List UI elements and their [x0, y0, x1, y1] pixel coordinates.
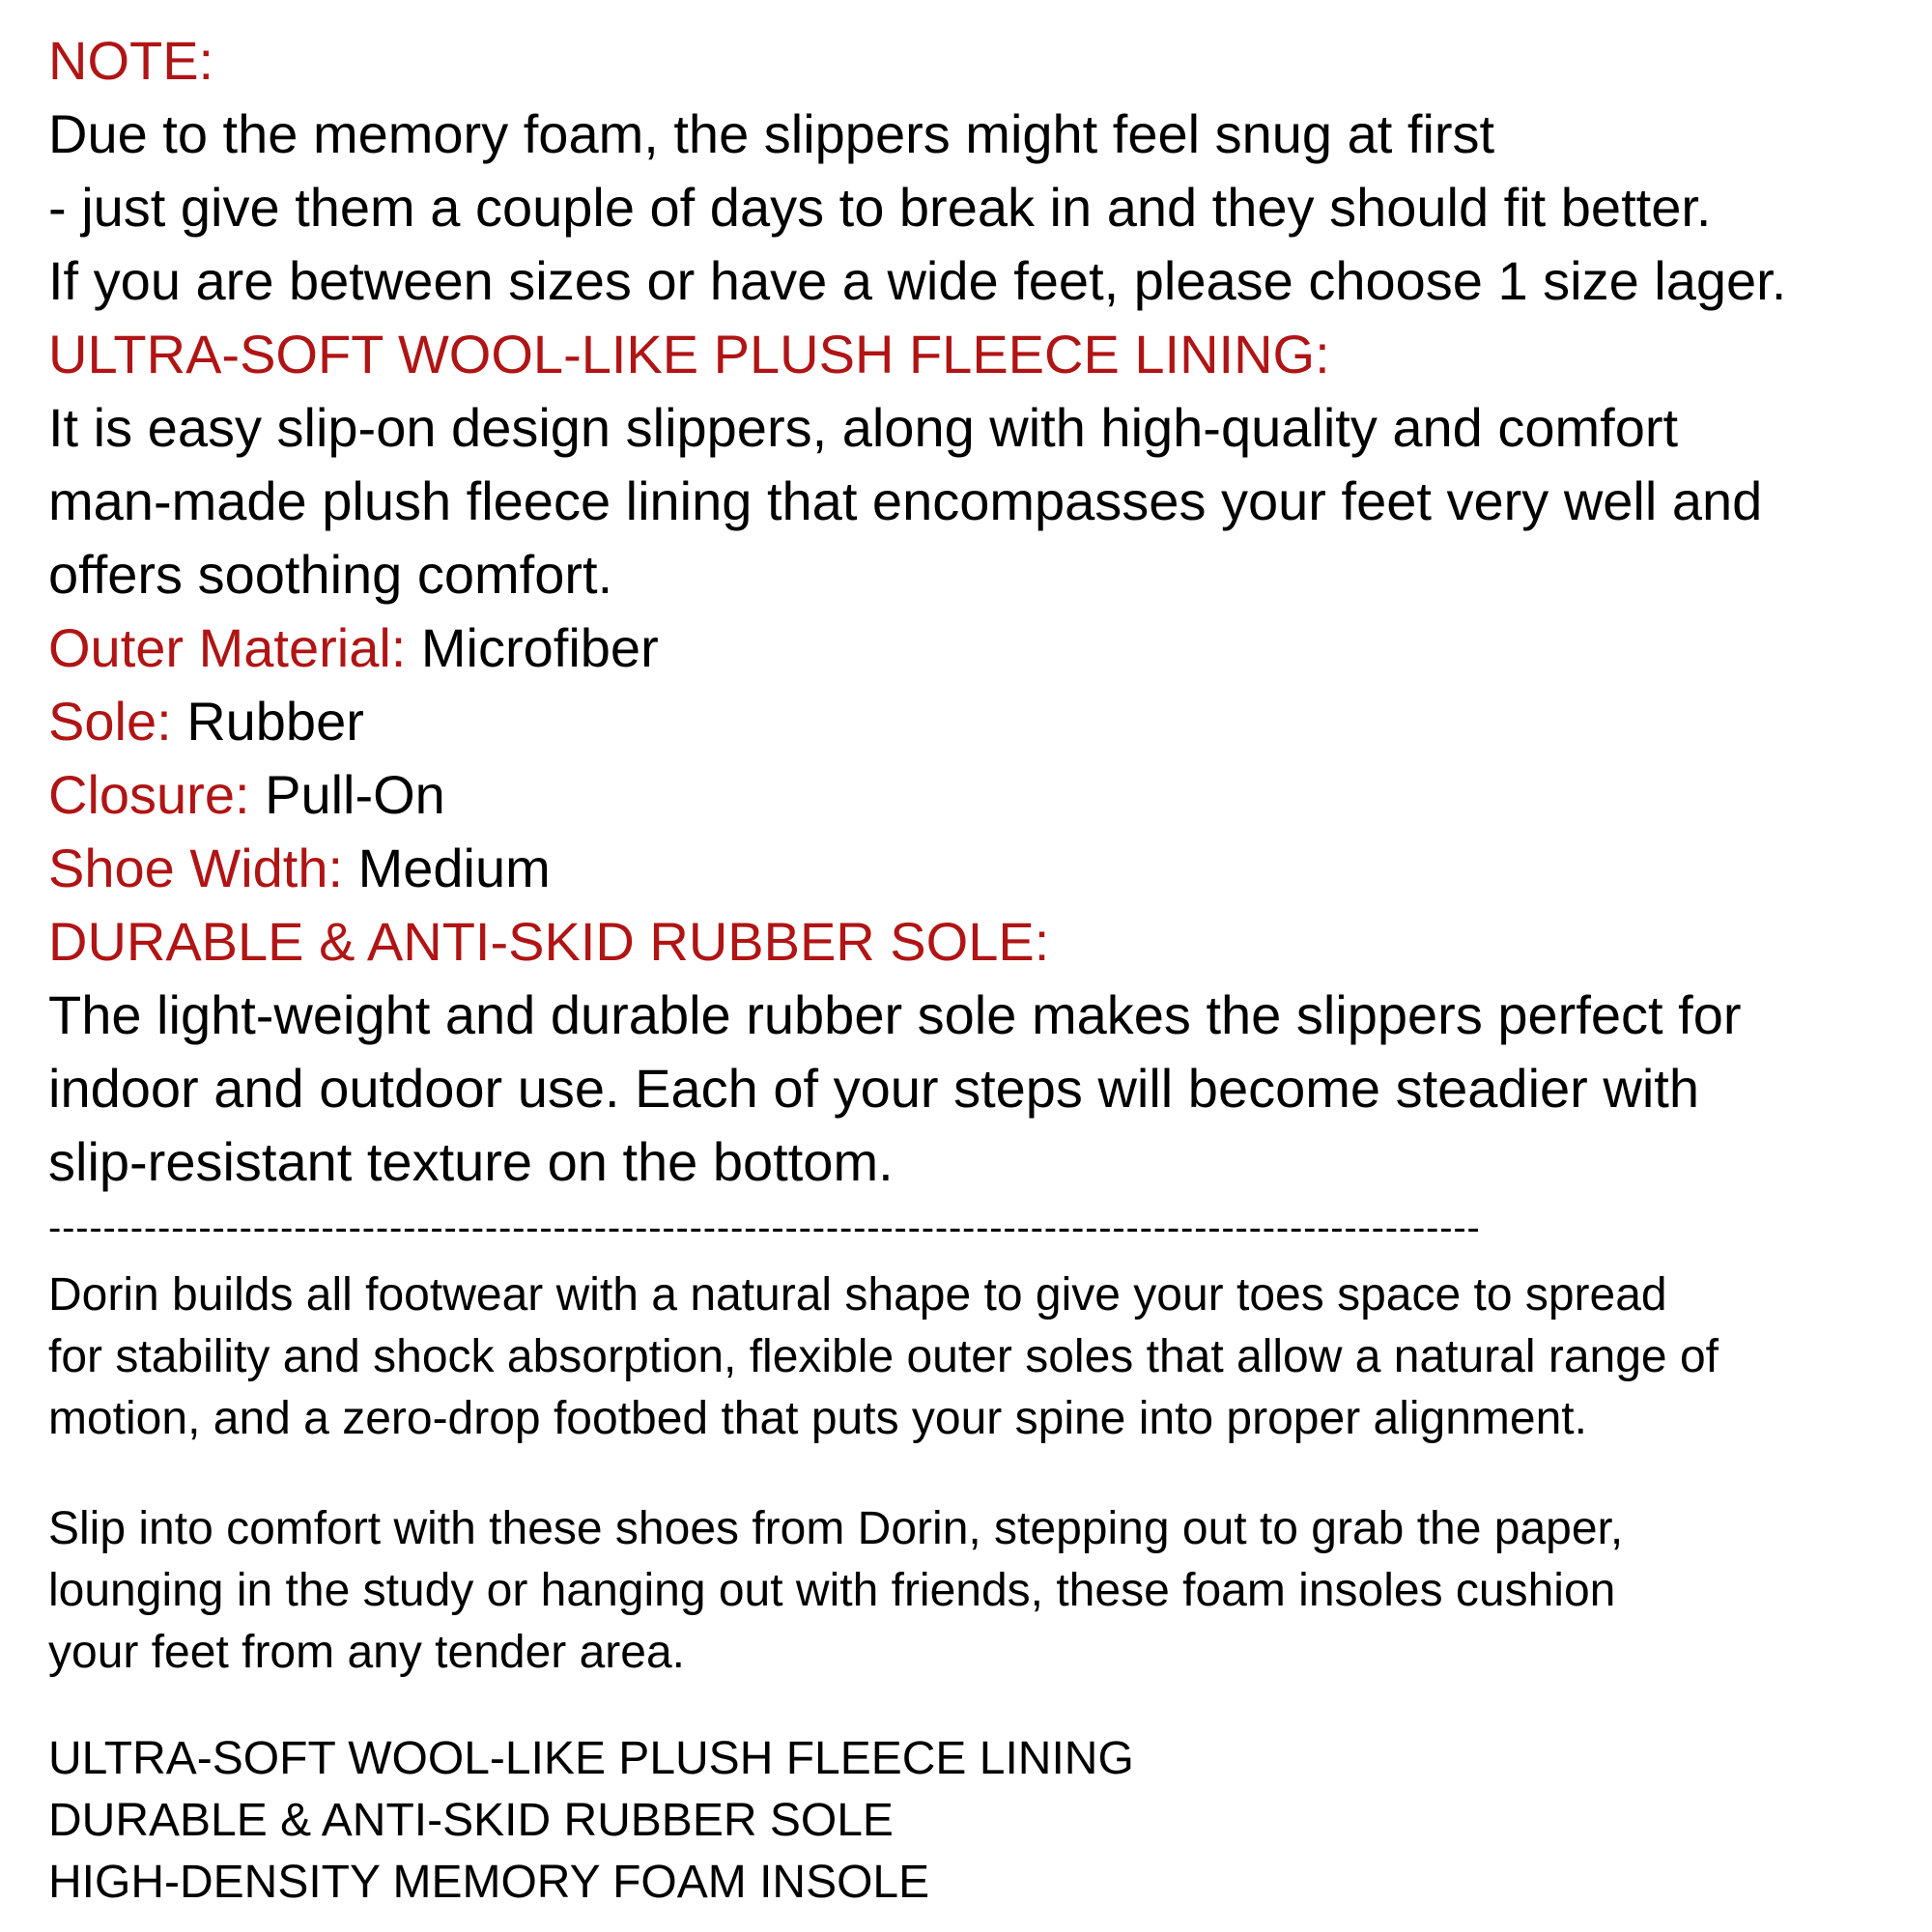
spec-closure [48, 758, 1932, 832]
spec-value: Pull-On [265, 764, 445, 825]
feature-item-insole: HIGH-DENSITY MEMORY FOAM INSOLE [48, 1857, 930, 1908]
note-line-2: - just give them a couple of days to break in and they should fit better. [48, 177, 1712, 238]
spec-outer-material [48, 611, 1932, 685]
description-p1-line-2: for stability and shock absorption, flexible outer soles that allow a natural range of [48, 1331, 1719, 1382]
sole-line-2: indoor and outdoor use. Each of your steps will become steadier with [48, 1058, 1699, 1119]
note-line-3: If you are between sizes or have a wide feet, please choose 1 size lager. [48, 250, 1787, 311]
spec-label: Sole: [48, 691, 172, 752]
feature-item-sole: DURABLE & ANTI-SKID RUBBER SOLE [48, 1795, 894, 1846]
lining-heading: ULTRA-SOFT WOOL-LIKE PLUSH FLEECE LINING: [48, 324, 1330, 384]
description-p1-line-1: Dorin builds all footwear with a natural shape to give your toes space to spread [48, 1269, 1667, 1321]
paragraph-gap [48, 1450, 1932, 1498]
spec-value: Rubber [186, 691, 364, 752]
note-heading: NOTE: [48, 30, 214, 91]
sole-heading: DURABLE & ANTI-SKID RUBBER SOLE: [48, 911, 1050, 972]
note-line-1: Due to the memory foam, the slippers might feel snug at first [48, 103, 1495, 164]
spec-value: Microfiber [420, 617, 659, 678]
sole-line-1: The light-weight and durable rubber sole makes the slippers perfect for [48, 984, 1742, 1045]
spec-label: Outer Material: [48, 617, 407, 678]
description-p2-line-1: Slip into comfort with these shoes from Dorin, stepping out to grab the paper, [48, 1503, 1624, 1554]
spec-label: Shoe Width: [48, 838, 344, 898]
paragraph-gap [48, 1684, 1932, 1728]
description-p2-line-2: lounging in the study or hanging out with friends, these foam insoles cushion [48, 1565, 1616, 1616]
sole-line-3: slip-resistant texture on the bottom. [48, 1131, 894, 1192]
lining-line-3: offers soothing comfort. [48, 544, 613, 605]
feature-item-lining: ULTRA-SOFT WOOL-LIKE PLUSH FLEECE LINING [48, 1733, 1134, 1784]
description-p2-line-3: your feet from any tender area. [48, 1627, 686, 1678]
lining-line-2: man-made plush fleece lining that encompasses your feet very well and [48, 470, 1763, 531]
spec-sole [48, 685, 1932, 758]
description-p1-line-3: motion, and a zero-drop footbed that puts your spine into proper alignment. [48, 1393, 1587, 1444]
spec-label: Closure: [48, 764, 250, 825]
spec-value: Medium [357, 838, 551, 898]
lining-line-1: It is easy slip-on design slippers, along with high-quality and comfort [48, 397, 1679, 458]
dashed-divider: --------------------------------------------------------------------------------------------------------- [48, 1207, 1481, 1249]
spec-shoe-width [48, 832, 1932, 905]
